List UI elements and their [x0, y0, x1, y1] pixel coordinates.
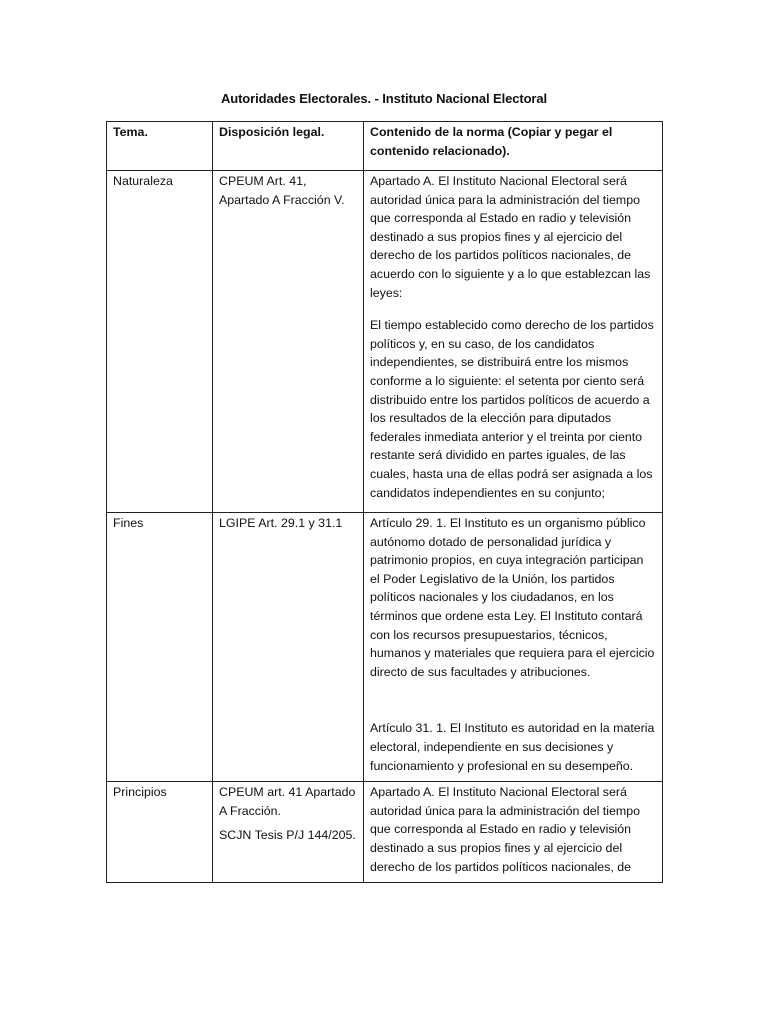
legal-reference: SCJN Tesis P/J 144/205.	[219, 828, 356, 843]
cell-tema: Naturaleza	[107, 171, 213, 513]
legal-provisions-table	[106, 121, 663, 883]
legal-reference: CPEUM Art. 41, Apartado A Fracción V.	[219, 174, 345, 207]
document-title: Autoridades Electorales. - Instituto Nacional Electoral	[220, 91, 548, 106]
legal-reference: CPEUM art. 41 Apartado A Fracción.	[219, 785, 356, 818]
cell-disposicion	[213, 782, 364, 883]
cell-disposicion	[213, 171, 364, 513]
table-row	[107, 171, 663, 513]
content-paragraph: Apartado A. El Instituto Nacional Electoral será autoridad única para la administración del tiempo que corresponda al Estado en radio y televisión destinado a sus propios fines y al ejercicio del derecho de los partidos políticos nacionales, de	[370, 785, 640, 874]
content-paragraph: El tiempo establecido como derecho de los partidos políticos y, en su caso, de los candidatos independientes, se distribuirá entre los mismos conforme a lo siguiente: el setenta por ciento será distribuido entre los partidos políticos de acuerdo a los resultados de la elección para diputados federales inmediata anterior y el treinta por ciento restante será dividido en partes iguales, de las cuales, hasta una de ellas podrá ser asignada a los candidatos independientes en su conjunto;	[370, 318, 654, 500]
header-disposicion: Disposición legal.	[213, 122, 364, 171]
table-row	[107, 513, 663, 782]
cell-contenido	[364, 513, 663, 782]
cell-contenido	[364, 171, 663, 513]
header-tema: Tema.	[107, 122, 213, 171]
cell-tema: Fines	[107, 513, 213, 782]
content-paragraph: Apartado A. El Instituto Nacional Electoral será autoridad única para la administración del tiempo que corresponda al Estado en radio y televisión destinado a sus propios fines y al ejercicio del derecho de los partidos políticos nacionales, de acuerdo con lo siguiente y a lo que establezcan las leyes:	[370, 174, 651, 300]
cell-disposicion	[213, 513, 364, 782]
cell-tema: Principios	[107, 782, 213, 883]
header-contenido: Contenido de la norma (Copiar y pegar el contenido relacionado).	[364, 122, 663, 171]
table-header-row	[107, 122, 663, 171]
cell-contenido	[364, 782, 663, 883]
table-row	[107, 782, 663, 883]
content-paragraph: Artículo 31. 1. El Instituto es autoridad en la materia electoral, independiente en sus decisiones y funcionamiento y profesional en su desempeño.	[370, 721, 655, 773]
content-paragraph: Artículo 29. 1. El Instituto es un organismo público autónomo dotado de personalidad jurídica y patrimonio propios, en cuya integración participan el Poder Legislativo de la Unión, los partidos políticos nacionales y los ciudadanos, en los términos que ordene esta Ley. El Instituto contará con los recursos presupuestarios, técnicos, humanos y materiales que requiera para el ejercicio directo de sus facultades y atribuciones.	[370, 516, 655, 679]
legal-reference: LGIPE Art. 29.1 y 31.1	[219, 516, 343, 531]
